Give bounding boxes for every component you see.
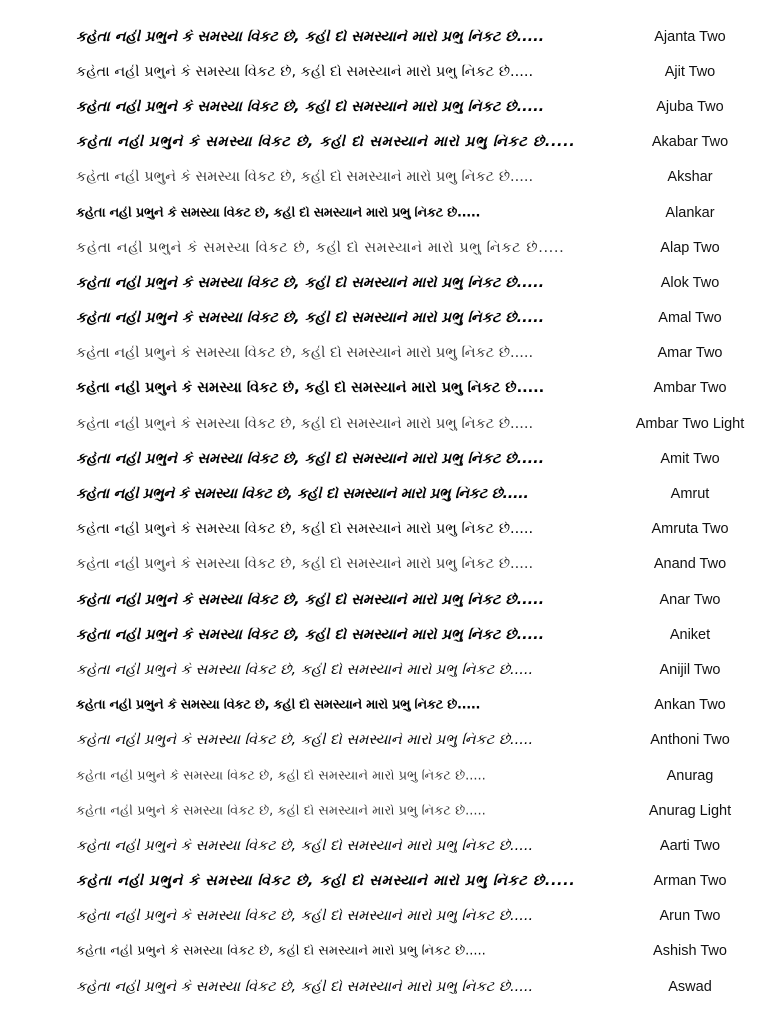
font-sample-row	[0, 582, 768, 617]
gujarati-sample-text: કહેતા નહી પ્રભુને કે સમસ્યા વિકટ છે, કહી દો સમસ્યાને મારો પ્રભુ નિકટ છે.....	[76, 592, 545, 607]
font-sample-row	[0, 969, 768, 1004]
font-name-label: Ajuba Two	[656, 98, 724, 115]
gujarati-sample-text: કહેતા નહી પ્રભુને કે સમસ્યા વિકટ છે, કહી દો સમસ્યાને મારો પ્રભુ નિકટ છે.....	[76, 346, 534, 361]
font-name-label: Akshar	[667, 169, 713, 186]
gujarati-sample-text: કહેતા નહી પ્રભુને કે સમસ્યા વિકટ છે, કહી દો સમસ્યાને મારો પ્રભુ નિકટ છે.....	[76, 451, 545, 467]
font-name-label: Ashish Two	[653, 943, 727, 960]
gujarati-sample-text: કહેતા નહી પ્રભુને કે સમસ્યા વિકટ છે, કહી દો સમસ્યાને મારો પ્રભુ નિકટ છે.....	[76, 662, 534, 678]
font-sample-row	[0, 899, 768, 934]
font-sample-row	[0, 828, 768, 863]
font-sample-row	[0, 652, 768, 687]
font-name-label: Ajit Two	[664, 63, 716, 80]
gujarati-sample-text: કહેતા નહી પ્રભુને કે સમસ્યા વિકટ છે, કહી દો સમસ્યાને મારો પ્રભુ નિકટ છે.....	[76, 873, 576, 889]
font-sample-row	[0, 301, 768, 336]
gujarati-sample-text: કહેતા નહી પ્રભુને કે સમસ્યા વિકટ છે, કહી દો સમસ્યાને મારો પ્રભુ નિકટ છે.....	[76, 804, 486, 818]
font-sample-row	[0, 512, 768, 547]
gujarati-sample-text: કહેતા નહી પ્રભુને કે સમસ્યા વિકટ છે, કહી દો સમસ્યાને મારો પ્રભુ નિકટ છે.....	[76, 29, 545, 44]
font-name-label: Amruta Two	[651, 520, 729, 537]
font-sample-row	[0, 406, 768, 441]
font-sample-row	[0, 19, 768, 54]
gujarati-sample-text: કહેતા નહી પ્રભુને કે સમસ્યા વિકટ છે, કહી દો સમસ્યાને મારો પ્રભુ નિકટ છે.....	[76, 416, 534, 431]
font-sample-row	[0, 688, 768, 723]
gujarati-sample-text: કહેતા નહી પ્રભુને કે સમસ્યા વિકટ છે, કહી દો સમસ્યાને મારો પ્રભુ નિકટ છે.....	[76, 134, 576, 150]
gujarati-sample-text: કહેતા નહી પ્રભુને કે સમસ્યા વિકટ છે, કહી દો સમસ્યાને મારો પ્રભુ નિકટ છે.....	[76, 99, 545, 115]
font-name-label: Arman Two	[653, 872, 727, 889]
font-sample-row	[0, 160, 768, 195]
gujarati-sample-text: કહેતા નહી પ્રભુને કે સમસ્યા વિકટ છે, કહી દો સમસ્યાને મારો પ્રભુ નિકટ છે.....	[76, 275, 545, 291]
gujarati-sample-text: કહેતા નહી પ્રભુને કે સમસ્યા વિકટ છે, કહી દો સમસ્યાને મારો પ્રભુ નિકટ છે.....	[76, 64, 534, 80]
gujarati-sample-text: કહેતા નહી પ્રભુને કે સમસ્યા વિકટ છે, કહી દો સમસ્યાને મારો પ્રભુ નિકટ છે.....	[76, 521, 534, 537]
font-name-label: Anurag Light	[648, 802, 732, 819]
font-sample-row	[0, 336, 768, 371]
font-name-label: Anthoni Two	[650, 732, 730, 749]
font-sample-row	[0, 864, 768, 899]
gujarati-sample-text: કહેતા નહી પ્રભુને કે સમસ્યા વિકટ છે, કહી દો સમસ્યાને મારો પ્રભુ નિકટ છે.....	[76, 381, 545, 396]
gujarati-sample-text: કહેતા નહી પ્રભુને કે સમસ્યા વિકટ છે, કહી દો સમસ્યાને મારો પ્રભુ નિકટ છે.....	[76, 310, 545, 326]
gujarati-sample-text: કહેતા નહી પ્રભુને કે સમસ્યા વિકટ છે, કહી દો સમસ્યાને મારો પ્રભુ નિકટ છે.....	[76, 557, 534, 572]
font-name-label: Anurag	[666, 767, 714, 784]
font-name-label: Aniket	[669, 626, 711, 643]
font-sample-row	[0, 758, 768, 793]
gujarati-sample-text: કહેતા નહી પ્રભુને કે સમસ્યા વિકટ છે, કહી દો સમસ્યાને મારો પ્રભુ નિકટ છે.....	[76, 170, 534, 185]
gujarati-sample-text: કહેતા નહી પ્રભુને કે સમસ્યા વિકટ છે, કહી દો સમસ્યાને મારો પ્રભુ નિકટ છે.....	[76, 698, 481, 712]
font-name-label: Ambar Two	[653, 380, 727, 397]
gujarati-sample-text: કહેતા નહી પ્રભુને કે સમસ્યા વિકટ છે, કહી દો સમસ્યાને મારો પ્રભુ નિકટ છે.....	[76, 627, 545, 643]
gujarati-sample-text: કહેતા નહી પ્રભુને કે સમસ્યા વિકટ છે, કહી દો સમસ્યાને મારો પ્રભુ નિકટ છે.....	[76, 979, 534, 994]
font-sample-row	[0, 230, 768, 265]
font-name-label: Amit Two	[660, 450, 720, 467]
font-name-label: Amar Two	[657, 345, 723, 362]
font-sample-row	[0, 89, 768, 124]
font-name-label: Amrut	[670, 485, 710, 502]
font-sample-row	[0, 441, 768, 476]
font-sample-row	[0, 195, 768, 230]
gujarati-sample-text: કહેતા નહી પ્રભુને કે સમસ્યા વિકટ છે, કહી દો સમસ્યાને મારો પ્રભુ નિકટ છે.....	[76, 240, 565, 255]
gujarati-sample-text: કહેતા નહી પ્રભુને કે સમસ્યા વિકટ છે, કહી દો સમસ્યાને મારો પ્રભુ નિકટ છે.....	[76, 206, 481, 220]
font-sample-sheet	[0, 19, 768, 1004]
font-name-label: Arun Two	[659, 908, 721, 925]
font-name-label: Alok Two	[660, 274, 720, 291]
font-sample-row	[0, 371, 768, 406]
gujarati-sample-text: કહેતા નહી પ્રભુને કે સમસ્યા વિકટ છે, કહી દો સમસ્યાને મારો પ્રભુ નિકટ છે.....	[76, 733, 534, 748]
gujarati-sample-text: કહેતા નહી પ્રભુને કે સમસ્યા વિકટ છે, કહી દો સમસ્યાને મારો પ્રભુ નિકટ છે.....	[76, 769, 486, 783]
font-sample-row	[0, 476, 768, 511]
font-name-label: Aarti Two	[659, 837, 721, 854]
font-name-label: Ambar Two Light	[635, 415, 745, 432]
font-name-label: Alap Two	[660, 239, 720, 256]
font-sample-row	[0, 547, 768, 582]
font-sample-row	[0, 934, 768, 969]
gujarati-sample-text: કહેતા નહી પ્રભુને કે સમસ્યા વિકટ છે, કહી દો સમસ્યાને મારો પ્રભુ નિકટ છે.....	[76, 944, 486, 958]
font-name-label: Alankar	[665, 204, 715, 221]
font-name-label: Amal Two	[658, 309, 722, 326]
font-sample-row	[0, 793, 768, 828]
gujarati-sample-text: કહેતા નહી પ્રભુને કે સમસ્યા વિકટ છે, કહી દો સમસ્યાને મારો પ્રભુ નિકટ છે.....	[76, 909, 534, 924]
gujarati-sample-text: કહેતા નહી પ્રભુને કે સમસ્યા વિકટ છે, કહી દો સમસ્યાને મારો પ્રભુ નિકટ છે.....	[76, 838, 534, 854]
font-name-label: Aswad	[668, 978, 712, 995]
font-sample-row	[0, 723, 768, 758]
font-name-label: Anijil Two	[659, 661, 721, 678]
font-name-label: Ankan Two	[654, 696, 726, 713]
font-sample-row	[0, 125, 768, 160]
font-name-label: Anand Two	[653, 556, 727, 573]
gujarati-sample-text: કહેતા નહી પ્રભુને કે સમસ્યા વિકટ છે, કહી દો સમસ્યાને મારો પ્રભુ નિકટ છે.....	[76, 486, 529, 502]
font-name-label: Anar Two	[659, 591, 721, 608]
font-name-label: Ajanta Two	[654, 28, 726, 45]
font-sample-row	[0, 265, 768, 300]
font-sample-row	[0, 54, 768, 89]
font-name-label: Akabar Two	[651, 133, 729, 150]
font-sample-row	[0, 617, 768, 652]
